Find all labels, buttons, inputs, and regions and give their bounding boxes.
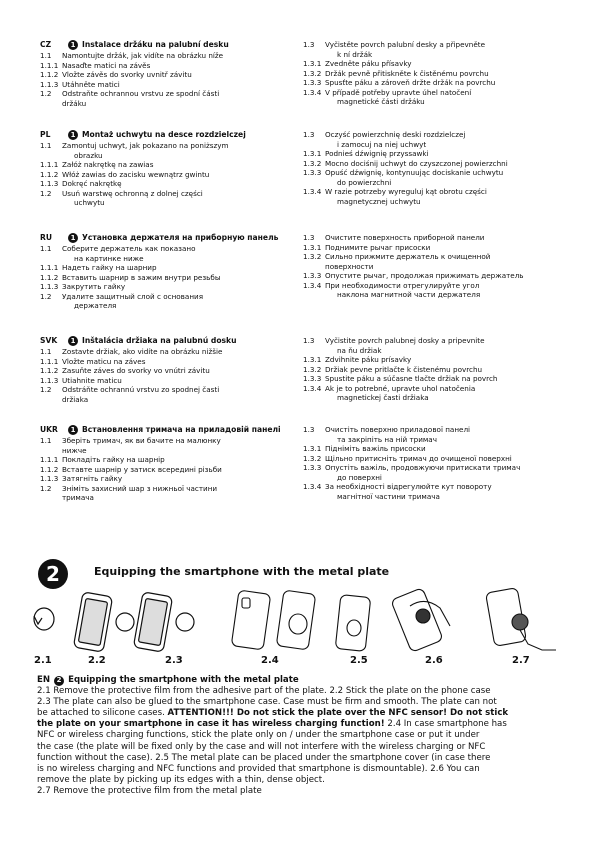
instruction-line [40, 376, 305, 386]
instruction-line [303, 365, 560, 375]
step-number [40, 198, 62, 208]
step-text: Zvedněte páku přísavky [325, 59, 412, 68]
instruction-line [303, 271, 560, 281]
step-number: 1.1 [40, 347, 52, 356]
paragraph-line [37, 708, 562, 719]
instruction-line [40, 263, 305, 273]
section-2-title: Equipping the smartphone with the metal plate [94, 565, 390, 578]
step-number: 1.1.3 [40, 282, 59, 291]
instruction-line [303, 281, 560, 291]
step-text: Namontujte držák, jak vidíte na obrázku níže [62, 51, 224, 60]
instruction-line [40, 474, 305, 484]
instruction-line [40, 151, 305, 161]
step-number [303, 492, 325, 502]
step-label: 2.3 [165, 655, 183, 666]
instruction-line [40, 282, 305, 292]
step-text: Поднимите рычаг присоски [325, 242, 431, 252]
step-number: 1.3.2 [303, 68, 322, 78]
step-number: 1.1.3 [40, 179, 59, 188]
paragraph-line [37, 742, 562, 753]
step-number: 1.1.3 [40, 79, 59, 89]
step-text: Zostavte držiak, ako vidíte na obrázku nižšie [62, 347, 223, 356]
phone-back-plate-icon [276, 590, 315, 650]
phone-icon-2 [133, 592, 172, 652]
instruction-line [40, 446, 305, 456]
step-number: 1.3.3 [303, 463, 322, 472]
step-number: 1.3.2 [303, 453, 322, 463]
step-text: Ak je to potrebné, upravte uhol natočenia [325, 383, 476, 393]
film-peel-icon [34, 608, 54, 630]
instruction-line [303, 374, 560, 384]
right-column [303, 233, 560, 300]
step-number: 1.3 [303, 425, 315, 434]
section-title: Instalace držáku na palubní desku [82, 40, 229, 49]
step-number [40, 99, 62, 109]
instruction-line [40, 484, 305, 494]
instruction-line [303, 336, 560, 346]
step-text: Удалите защитный слой с основания [62, 291, 204, 301]
step-number [303, 178, 325, 188]
step-text: Dokręć nakrętkę [62, 179, 122, 188]
step-number [40, 151, 62, 161]
step-label: 2.2 [88, 655, 106, 666]
step-number-icon: 1 [68, 233, 78, 243]
step-text: Vyčistěte povrch palubní desky a připevněte [325, 40, 485, 49]
instruction-line [303, 492, 560, 502]
step-number: 1.1.1 [40, 60, 59, 70]
step-text: тримача [62, 493, 94, 502]
illustration-strip [30, 586, 570, 656]
instruction-line [303, 425, 560, 435]
instruction-line [40, 254, 305, 264]
body-text: NFC or wireless charging functions, stick the plate only on / under the smartphone case or put it under [37, 730, 480, 741]
paragraph-line [37, 786, 562, 797]
step-text: держателя [74, 301, 117, 310]
step-number: 1.3 [303, 233, 315, 242]
paragraph-line [37, 764, 562, 775]
step-number: 1.1.1 [40, 455, 59, 464]
step-text: obrazku [74, 150, 103, 160]
instruction-line [303, 262, 560, 272]
step-text: držáku [62, 98, 87, 108]
step-text: k ní držák [337, 49, 373, 59]
en-heading [37, 675, 562, 686]
step-text: та закріпіть на ній тримач [337, 434, 437, 444]
hand-removing-plate-icon [391, 588, 450, 653]
step-text: Włóż zawias do zacisku wewnątrz gwintu [62, 169, 210, 179]
step-text: magnetické části držáku [337, 97, 425, 106]
step-number: 1.2 [40, 188, 52, 198]
step-text: Odstráňte ochrannú vrstvu zo spodnej časti [62, 385, 220, 394]
step-text: Vložte závěs do svorky uvnitř závitu [62, 70, 192, 79]
step-label: 2.7 [512, 655, 530, 666]
section-heading [40, 130, 305, 140]
step-number: 1.1 [40, 436, 52, 445]
instruction-line [303, 59, 560, 69]
step-number: 1.1.2 [40, 70, 59, 79]
instruction-line [40, 80, 305, 90]
step-text: Опустите рычаг, продолжая прижимать держатель [325, 271, 524, 280]
body-text: 2.7 Remove the protective film from the metal plate [37, 785, 262, 796]
plate-icon-1 [116, 613, 134, 631]
instruction-line [40, 465, 305, 475]
step-number: 1.1 [40, 51, 52, 60]
step-text: нижче [62, 445, 87, 455]
step-number [40, 301, 62, 311]
step-text: Vložte maticu na záves [62, 356, 146, 366]
section-heading [40, 425, 305, 435]
step-number: 1.3.2 [303, 252, 322, 261]
step-number [303, 50, 325, 60]
section-title: Montaż uchwytu na desce rozdzielczej [82, 130, 246, 139]
step-text: do powierzchni [337, 177, 392, 187]
step-text: Mocno dociśnij uchwyt do czyszczonej powierzchni [325, 158, 508, 168]
left-column [40, 425, 305, 503]
step-number: 1.1.2 [40, 366, 59, 375]
step-number [303, 290, 325, 300]
step-number: 1.3.3 [303, 271, 322, 280]
instruction-line [303, 290, 560, 300]
instruction-line [40, 366, 305, 376]
step-label: 2.6 [425, 655, 443, 666]
step-text: Зберіть тримач, як ви бачите на малюнку [62, 436, 221, 445]
step-number: 1.3.4 [303, 482, 322, 491]
step-label: 2.1 [34, 655, 52, 666]
step-number: 1.1.1 [40, 356, 59, 366]
step-text: Držiak pevne pritlačte k čistenému povrchu [325, 364, 483, 374]
step-text: магнітної частини тримача [337, 491, 440, 501]
phone-icon-1 [73, 592, 112, 652]
instruction-line [303, 393, 560, 403]
instruction-line [40, 455, 305, 465]
instruction-line [303, 88, 560, 98]
section-title: Inštalácia držiaka na palubnú dosku [82, 336, 237, 345]
step-number: 1.1 [40, 244, 52, 253]
left-column [40, 336, 305, 404]
step-number: 1.1.3 [40, 474, 59, 483]
instruction-line [303, 50, 560, 60]
instruction-line [303, 197, 560, 207]
step-number [40, 493, 62, 503]
left-column [40, 40, 305, 108]
step-text: Nasaďte matici na závěs [62, 60, 151, 70]
instruction-line [303, 482, 560, 492]
instruction-line [40, 273, 305, 283]
instruction-line [40, 347, 305, 357]
body-text: remove the plate by picking up its edges with a thin, dense object. [37, 774, 325, 785]
instruction-line [40, 89, 305, 99]
instruction-line [40, 493, 305, 503]
right-column [303, 336, 560, 403]
instruction-line [303, 187, 560, 197]
step-label: 2.4 [261, 655, 279, 666]
warning-text: the plate on your smartphone in case it has wireless charging function! [37, 719, 385, 730]
section-heading [40, 336, 305, 346]
instruction-line [303, 252, 560, 262]
step-number: 1.3 [303, 130, 315, 139]
step-number [40, 446, 62, 456]
step-text: на картинке ниже [74, 253, 144, 263]
step-text: Utáhněte matici [62, 79, 120, 89]
instruction-line [303, 355, 560, 365]
step-number-icon: 1 [68, 130, 78, 140]
step-text: Очистіть поверхню приладової панелі [325, 425, 471, 434]
body-text: 2.4 In case smartphone has [384, 719, 507, 730]
step-text: Zamontuj uchwyt, jak pokazano na poniższym [62, 141, 229, 150]
step-number: 1.1.2 [40, 169, 59, 179]
instruction-line [303, 233, 560, 243]
step-text: Spustite páku a súčasne tlačte držiak na povrch [325, 374, 498, 383]
instruction-line [303, 346, 560, 356]
step-number [303, 262, 325, 272]
left-column [40, 130, 305, 208]
step-number [303, 393, 325, 403]
step-2-badge: 2 [38, 559, 68, 589]
step-number-icon: 1 [68, 40, 78, 50]
instruction-line [303, 168, 560, 178]
step-number: 1.3 [303, 336, 315, 345]
step-text: Соберите держатель как показано [62, 244, 196, 253]
step-text: Załóż nakrętkę na zawias [62, 160, 154, 169]
step-text: uchwytu [74, 198, 105, 207]
instruction-line [40, 51, 305, 61]
en-lang-code: EN [37, 675, 51, 685]
en-body [37, 686, 562, 797]
instruction-line [40, 292, 305, 302]
step-text: Opuść dźwignię, kontynuując dociskanie uchwytu [325, 168, 504, 177]
step-number: 1.3.3 [303, 78, 322, 87]
body-text: is no wireless charging and NFC functions and provided that smartphone is dismountable). 2.6 You can [37, 763, 480, 774]
step-text: Zasuňte záves do svorky vo vnútri závitu [62, 366, 210, 375]
step-number-icon: 1 [68, 425, 78, 435]
mounted-phone-icon [486, 588, 556, 650]
step-text: V případě potřeby upravte úhel natočení [325, 87, 472, 97]
step-text: Podnieś dźwignię przyssawki [325, 149, 429, 158]
instruction-line [40, 357, 305, 367]
step-number [303, 140, 325, 150]
instruction-line [303, 130, 560, 140]
step-text: Очистите поверхность приборной панели [325, 233, 485, 242]
phone-cover-icon [335, 595, 370, 652]
instruction-line [40, 160, 305, 170]
step-number [303, 197, 325, 207]
step-label: 2.5 [350, 655, 368, 666]
paragraph-line [37, 753, 562, 764]
section-title: Встановлення тримача на приладовій панелі [82, 425, 281, 434]
step-text: Опустіть важіль, продовжуючи притискати тримач [325, 463, 521, 472]
lang-code: UKR [40, 425, 58, 434]
step-number: 1.3.4 [303, 87, 322, 97]
step-number [303, 473, 325, 483]
step-number: 1.3.4 [303, 383, 322, 393]
step-text: Підніміть важіль присоски [325, 444, 426, 453]
step-text: Вставить шарнир в зажим внутри резьбы [62, 272, 221, 282]
step-text: magnetickej časti držiaka [337, 393, 429, 402]
instruction-line [303, 435, 560, 445]
body-text: 2.3 The plate can also be glued to the smartphone case. Case must be firm and smooth. The plate can not [37, 697, 497, 708]
step-text: Oczyść powierzchnię deski rozdzielczej [325, 130, 466, 139]
step-number: 1.2 [40, 483, 52, 493]
instruction-line [40, 244, 305, 254]
instruction-line [40, 198, 305, 208]
left-column [40, 233, 305, 311]
paragraph-line [37, 697, 562, 708]
instruction-line [40, 141, 305, 151]
instruction-line [303, 159, 560, 169]
instruction-line [40, 61, 305, 71]
body-text: be attached to silicone cases. [37, 708, 168, 719]
step-text: magnetycznej uchwytu [337, 196, 421, 206]
step-text: Закрутить гайку [62, 282, 126, 291]
step-number [303, 346, 325, 356]
step-text: i zamocuj na niej uchwyt [337, 139, 427, 149]
right-column [303, 425, 560, 501]
instruction-line [303, 140, 560, 150]
step-text: Držák pevně přitiskněte k čistěnému povrchu [325, 68, 489, 78]
instruction-line [303, 78, 560, 88]
lang-code: CZ [40, 40, 52, 49]
step-text: до поверхні [337, 472, 382, 482]
step-number: 1.2 [40, 89, 52, 98]
step-number [303, 97, 325, 107]
instruction-line [40, 170, 305, 180]
step-number: 1.3.1 [303, 149, 322, 158]
instruction-line [40, 395, 305, 405]
instruction-line [40, 179, 305, 189]
step-number: 1.2 [40, 291, 52, 301]
instruction-line [303, 97, 560, 107]
step-text: Зніміть захисний шар з нижньої частини [62, 483, 218, 493]
step-number: 1.3.3 [303, 168, 322, 177]
step-number: 1.1 [40, 141, 52, 150]
en-step-number-icon: 2 [54, 676, 64, 686]
body-text: the case (the plate will be fixed only by the case and will not interfere with the wireless charging or NFC [37, 741, 486, 752]
step-number: 1.2 [40, 385, 52, 394]
lang-code: PL [40, 130, 51, 139]
instruction-line [40, 301, 305, 311]
instruction-line [40, 436, 305, 446]
paragraph-line [37, 730, 562, 741]
step-text: поверхности [325, 261, 374, 271]
section-heading [40, 40, 305, 50]
en-title: Equipping the smartphone with the metal plate [68, 675, 299, 685]
lang-code: RU [40, 233, 53, 242]
lang-code: SVK [40, 336, 58, 345]
step-number: 1.3.1 [303, 444, 322, 453]
step-text: Затягніть гайку [62, 474, 123, 483]
warning-text: ATTENTION!!! Do not stick the plate over the NFC sensor! Do not stick [167, 708, 509, 719]
instruction-line [40, 385, 305, 395]
instruction-line [40, 99, 305, 109]
step-text: Покладіть гайку на шарнір [62, 455, 165, 464]
step-number: 1.3.2 [303, 158, 322, 168]
right-column [303, 130, 560, 206]
instruction-line [303, 384, 560, 394]
step-text: При необходимости отрегулируйте угол [325, 280, 480, 290]
step-text: Вставте шарнір у затиск всередині різьби [62, 464, 222, 474]
phone-case-icon [231, 590, 270, 650]
body-text: 2.1 Remove the protective film from the adhesive part of the plate. 2.2 Stick the plate on the phone case [37, 686, 491, 697]
section-title: Установка держателя на приборную панель [82, 233, 279, 242]
instruction-line [303, 40, 560, 50]
step-number [40, 254, 62, 264]
step-number [303, 435, 325, 445]
step-number: 1.1.1 [40, 160, 59, 169]
step-text: наклона магнитной части держателя [337, 290, 481, 299]
plate-icon-2 [176, 613, 194, 631]
step-text: Usuń warstwę ochronną z dolnej części [62, 188, 203, 198]
instruction-line [303, 463, 560, 473]
step-text: Vyčistite povrch palubnej dosky a pripevnite [325, 336, 485, 345]
instruction-line [303, 69, 560, 79]
paragraph-line [37, 775, 562, 786]
step-number-icon: 1 [68, 336, 78, 346]
instruction-line [303, 149, 560, 159]
step-number: 1.3 [303, 40, 315, 49]
step-number: 1.3.2 [303, 364, 322, 374]
step-number: 1.3.1 [303, 355, 322, 364]
step-number: 1.3.4 [303, 280, 322, 290]
step-text: na ňu držiak [337, 345, 382, 355]
instruction-line [40, 70, 305, 80]
step-text: Zdvihnite páku prísavky [325, 355, 412, 364]
step-number: 1.1.3 [40, 375, 59, 385]
instruction-line [303, 454, 560, 464]
section-heading [40, 233, 305, 243]
step-text: držiaka [62, 394, 89, 404]
step-number: 1.1.2 [40, 272, 59, 282]
paragraph-line [37, 686, 562, 697]
instruction-line [303, 444, 560, 454]
step-number: 1.3.3 [303, 374, 322, 383]
step-text: Odstraňte ochrannou vrstvu ze spodní části [62, 89, 220, 98]
step-text: Сильно прижмите держатель к очищенной [325, 252, 491, 261]
step-number [40, 395, 62, 405]
step-text: Щільно притисніть тримач до очищеної поверхні [325, 453, 512, 463]
step-text: Надеть гайку на шарнир [62, 263, 157, 272]
step-number: 1.3.1 [303, 59, 322, 68]
step-number: 1.3.4 [303, 187, 322, 196]
step-text: Utiahnite maticu [62, 375, 122, 385]
step-text: W razie potrzeby wyreguluj kąt obrotu części [325, 187, 487, 196]
instruction-line [303, 243, 560, 253]
instruction-line [303, 178, 560, 188]
en-section [37, 675, 562, 797]
step-text: За необхідності відрегулюйте кут повороту [325, 482, 492, 491]
step-number: 1.3.1 [303, 242, 322, 252]
instruction-line [303, 473, 560, 483]
step-number: 1.1.1 [40, 263, 59, 272]
right-column [303, 40, 560, 107]
step-text: Spusťte páku a zároveň držte držák na povrchu [325, 78, 496, 87]
step-number: 1.1.2 [40, 464, 59, 474]
instruction-line [40, 189, 305, 199]
paragraph-line [37, 719, 562, 730]
body-text: function without the case). 2.5 The metal plate can be placed under the smartphone cover (in case there [37, 752, 491, 763]
